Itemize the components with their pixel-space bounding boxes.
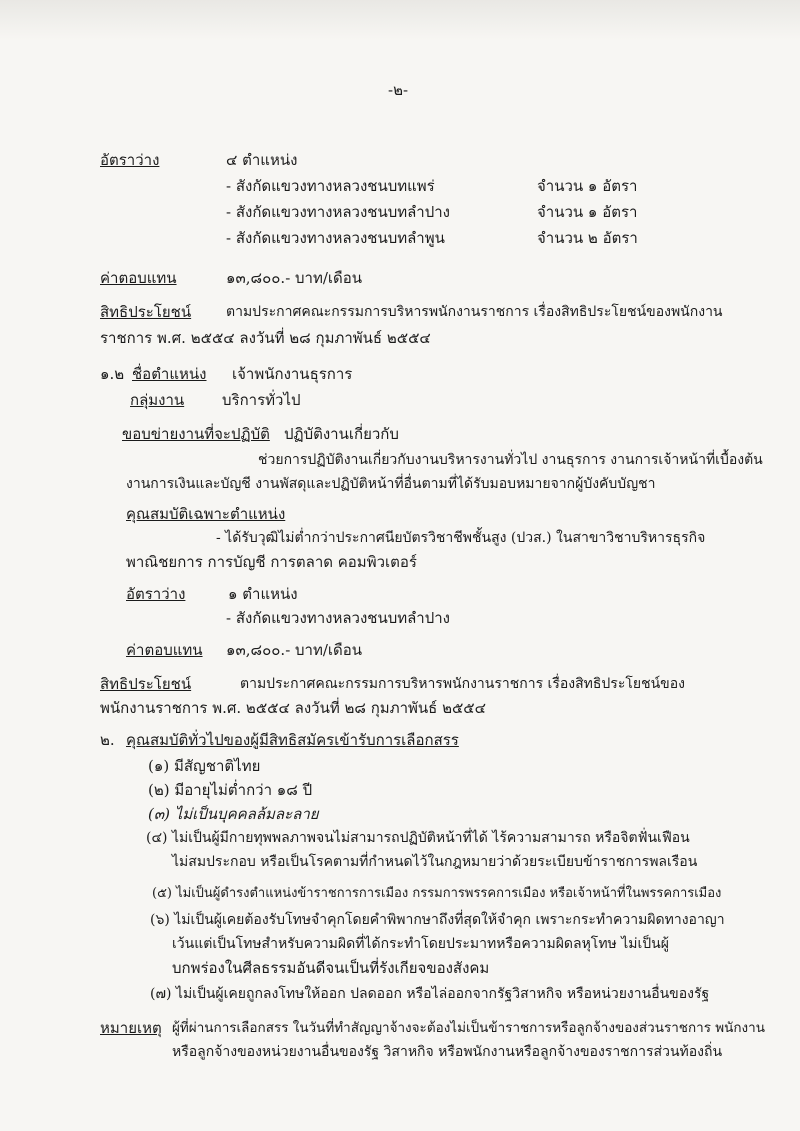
benefit-label: สิทธิประโยชน์ [100, 675, 192, 693]
scope-text: ช่วยการปฏิบัติงานเกี่ยวกับงานบริหารงานทั่วไป งานธุรการ งานการเจ้าหน้าที่เบื้องต้น [258, 452, 763, 468]
qualification-item: (๒) มีอายุไม่ต่ำกว่า ๑๘ ปี [148, 781, 313, 799]
remark-text: หรือลูกจ้างของหน่วยงานอื่นของรัฐ วิสาหกิจ หรือพนักงานหรือลูกจ้างของราชการส่วนท้องถิ่น [172, 1044, 723, 1060]
page-number: -๒- [388, 81, 409, 99]
unit-count: จำนวน ๑ อัตรา [537, 203, 638, 221]
benefit-text: ราชการ พ.ศ. ๒๕๕๔ ลงวันที่ ๒๘ กุมภาพันธ์ ๒๕๕๔ [100, 329, 431, 347]
unit-name: - สังกัดแขวงทางหลวงชนบทลำพูน [226, 229, 445, 247]
qualification-text: พาณิชยการ การบัญชี การตลาด คอมพิวเตอร์ [126, 553, 417, 571]
unit-count: จำนวน ๑ อัตรา [537, 177, 638, 195]
pay-label: ค่าตอบแทน [126, 641, 203, 659]
qualification-text: - ได้รับวุฒิไม่ต่ำกว่าประกาศนียบัตรวิชาชีพชั้นสูง (ปวส.) ในสาขาวิชาบริหารธุรกิจ [216, 530, 706, 546]
vacancy-label: อัตราว่าง [126, 585, 186, 603]
scope-intro: ปฏิบัติงานเกี่ยวกับ [284, 425, 399, 443]
section-number: ๒. [100, 731, 115, 749]
pay-value: ๑๓,๘๐๐.- บาท/เดือน [226, 641, 363, 659]
remark-label: หมายเหตุ [100, 1019, 162, 1037]
remark-text: ผู้ที่ผ่านการเลือกสรร ในวันที่ทำสัญญาจ้างจะต้องไม่เป็นข้าราชการหรือลูกจ้างของส่วนราชการ พนักงาน [172, 1020, 765, 1036]
qualification-item: (๑) มีสัญชาติไทย [148, 757, 261, 775]
benefit-text: ตามประกาศคณะกรรมการบริหารพนักงานราชการ เรื่องสิทธิประโยชน์ของ [240, 676, 685, 692]
qualification-item: (๗) ไม่เป็นผู้เคยถูกลงโทษให้ออก ปลดออก หรือไล่ออกจากรัฐวิสาหกิจ หรือหน่วยงานอื่นของรัฐ [150, 986, 710, 1002]
section-title: คุณสมบัติทั่วไปของผู้มีสิทธิสมัครเข้ารับการเลือกสรร [126, 731, 459, 749]
section-number: ๑.๒ [100, 365, 125, 383]
pay-label: ค่าตอบแทน [100, 269, 177, 287]
position-name: เจ้าพนักงานธุรการ [232, 365, 353, 383]
unit-name: - สังกัดแขวงทางหลวงชนบทลำปาง [226, 609, 450, 627]
vacancy-label: อัตราว่าง [100, 151, 160, 169]
qualification-item: บกพร่องในศีลธรรมอันดีจนเป็นที่รังเกียจของสังคม [172, 959, 490, 977]
unit-count: จำนวน ๒ อัตรา [537, 229, 638, 247]
scan-shadow [0, 0, 800, 40]
benefit-label: สิทธิประโยชน์ [100, 303, 192, 321]
benefit-text: พนักงานราชการ พ.ศ. ๒๕๕๔ ลงวันที่ ๒๘ กุมภาพันธ์ ๒๕๕๔ [100, 699, 487, 717]
qualification-item: (๓) ไม่เป็นบุคคลล้มละลาย [148, 805, 319, 823]
qualification-item: ไม่สมประกอบ หรือเป็นโรคตามที่กำหนดไว้ในกฎหมายว่าด้วยระเบียบข้าราชการพลเรือน [172, 854, 698, 870]
group-label: กลุ่มงาน [130, 391, 185, 409]
scope-label: ขอบข่ายงานที่จะปฏิบัติ [122, 425, 270, 443]
qualification-label: คุณสมบัติเฉพาะตำแหน่ง [126, 505, 286, 523]
benefit-text: ตามประกาศคณะกรรมการบริหารพนักงานราชการ เรื่องสิทธิประโยชน์ของพนักงาน [226, 304, 723, 320]
qualification-item: (๕) ไม่เป็นผู้ดำรงตำแหน่งข้าราชการการเมือง กรรมการพรรคการเมือง หรือเจ้าหน้าที่ในพรรคการเมือง [152, 886, 722, 901]
unit-name: - สังกัดแขวงทางหลวงชนบทแพร่ [226, 177, 435, 195]
position-label: ชื่อตำแหน่ง [132, 365, 207, 383]
qualification-item: (๔) ไม่เป็นผู้มีกายทุพพลภาพจนไม่สามารถปฏิบัติหน้าที่ได้ ไร้ความสามารถ หรือจิตฟั่นเฟือน [146, 830, 690, 846]
vacancy-count: ๑ ตำแหน่ง [228, 585, 298, 603]
vacancy-count: ๔ ตำแหน่ง [226, 151, 298, 169]
scope-text: งานการเงินและบัญชี งานพัสดุและปฏิบัติหน้าที่อื่นตามที่ได้รับมอบหมายจากผู้บังคับบัญชา [126, 476, 656, 492]
unit-name: - สังกัดแขวงทางหลวงชนบทลำปาง [226, 203, 450, 221]
pay-value: ๑๓,๘๐๐.- บาท/เดือน [226, 269, 363, 287]
qualification-item: เว้นแต่เป็นโทษสำหรับความผิดที่ได้กระทำโดยประมาทหรือความผิดลหุโทษ ไม่เป็นผู้ [172, 936, 669, 952]
group-value: บริการทั่วไป [222, 391, 301, 409]
qualification-item: (๖) ไม่เป็นผู้เคยต้องรับโทษจำคุกโดยคำพิพากษาถึงที่สุดให้จำคุก เพราะกระทำความผิดทางอาญา [150, 912, 725, 928]
